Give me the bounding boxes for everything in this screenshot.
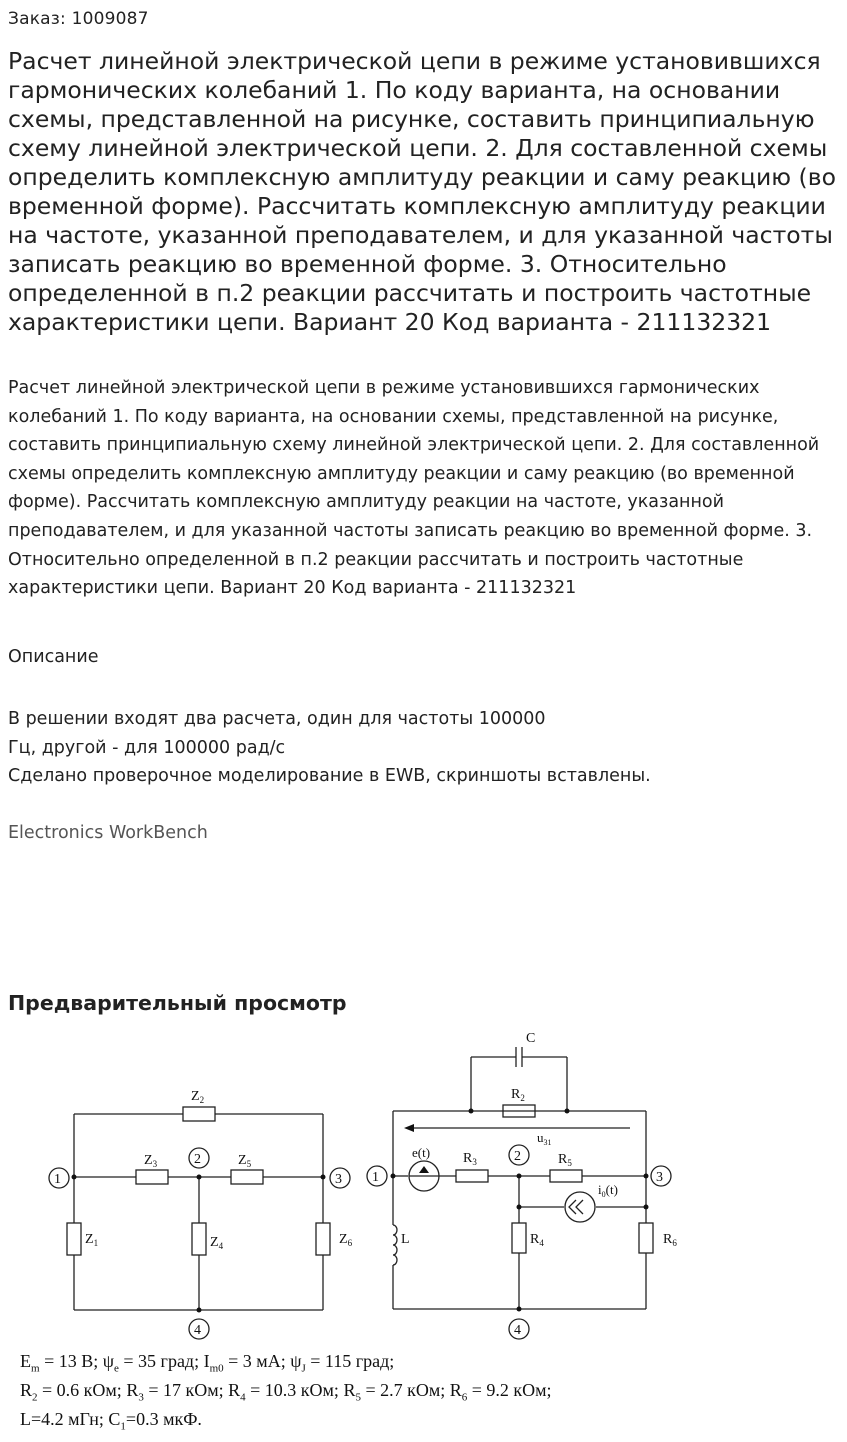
circuit-schematics — [0, 1020, 847, 1350]
right-node-1: 1 — [372, 1170, 379, 1185]
label-z6: $Z_6$ — [339, 1232, 353, 1248]
left-node-3: 3 — [335, 1172, 342, 1187]
label-c: C — [526, 1031, 536, 1046]
left-node-1: 1 — [54, 1172, 61, 1187]
label-r3: $R_3$ — [463, 1151, 477, 1167]
label-u31: $u_{31}$ — [537, 1130, 552, 1147]
impedance-z3 — [136, 1170, 168, 1184]
label-r4: $R_4$ — [530, 1232, 544, 1248]
params-line-2: $R_2 = 0.6$ кОм; $R_3 = 17$ кОм; $R_4 = 10.3$ кОм; $R_5 = 2.7$ кОм; $R_6 = 9.2$ кОм; — [20, 1380, 552, 1404]
label-r6: $R_6$ — [663, 1232, 677, 1248]
label-z4: $Z_4$ — [210, 1235, 224, 1251]
label-z3: $Z_3$ — [144, 1153, 158, 1169]
order-number: Заказ: 1009087 — [8, 9, 149, 29]
left-node-2: 2 — [194, 1152, 201, 1167]
resistor-r6 — [639, 1223, 653, 1253]
right-node-3: 3 — [656, 1170, 663, 1185]
right-node-2: 2 — [514, 1149, 521, 1164]
right-node-4: 4 — [514, 1323, 521, 1338]
params-line-3: L=4.2 мГн; $C_1=0.3$ мкФ. — [20, 1409, 202, 1433]
label-z1: $Z_1$ — [85, 1232, 99, 1248]
label-j: $i_0(t)$ — [598, 1182, 618, 1199]
preview-figure — [0, 1020, 847, 1442]
label-z2: $Z_2$ — [191, 1089, 205, 1105]
impedance-z6 — [316, 1223, 330, 1255]
description-line-1: В решении входят два расчета, один для частоты 100000 — [8, 709, 546, 729]
label-r5: $R_5$ — [558, 1152, 572, 1168]
description-line-2: Гц, другой - для 100000 рад/с — [8, 738, 286, 758]
label-e: e(t) — [412, 1145, 431, 1160]
page-title: Расчет линейной электрической цепи в режиме установившихся гармонических колебаний 1. По коду варианта, на основании схемы, представленной на рисунке, составить принципиальную схему линейной электрической цепи. 2. Для составленной схемы определить комплексную амплитуду реакции и саму реакцию (во временной форме). Рассчитать комплексную амплитуду реакции на частоте, указанной преподавателем, и для указанной частоты записать реакцию во временной форме. 3. Относительно определенной в п.2 реакции рассчитать и построить частотные характеристики цепи. Вариант 20 Код варианта - 211132321 — [8, 47, 836, 336]
description-line-3: Сделано проверочное моделирование в EWB, скриншоты вставлены. — [8, 766, 651, 786]
resistor-r4 — [512, 1223, 526, 1253]
params-line-1: $E_m = 13$ В; $\psi_e = 35$ град; $I_{m0} = 3$ мА; $\psi_J = 115$ град; — [20, 1351, 395, 1375]
description-label: Описание — [8, 647, 99, 667]
impedance-z2 — [183, 1107, 215, 1121]
label-l: L — [401, 1232, 410, 1247]
resistor-r3 — [456, 1170, 488, 1182]
impedance-z5 — [231, 1170, 263, 1184]
resistor-r5 — [550, 1170, 582, 1182]
inductor-l — [393, 1225, 397, 1265]
label-r2: $R_2$ — [511, 1087, 525, 1103]
software-tag: Electronics WorkBench — [8, 823, 208, 843]
preview-heading: Предварительный просмотр — [8, 991, 347, 1015]
task-description: Расчет линейной электрической цепи в режиме установившихся гармонических колебаний 1. По коду варианта, на основании схемы, представленной на рисунке, составить принципиальную схему линейной электрической цепи. 2. Для составленной схемы определить комплексную амплитуду реакции и саму реакцию (во временной форме). Рассчитать комплексную амплитуду реакции на частоте, указанной преподавателем, и для указанной частоты записать реакцию во временной форме. 3. Относительно определенной в п.2 реакции рассчитать и построить частотные характеристики цепи. Вариант 20 Код варианта - 211132321 — [8, 378, 820, 599]
left-node-4: 4 — [194, 1323, 201, 1338]
label-z5: $Z_5$ — [238, 1153, 252, 1169]
impedance-z1 — [67, 1223, 81, 1255]
impedance-z4 — [192, 1223, 206, 1255]
